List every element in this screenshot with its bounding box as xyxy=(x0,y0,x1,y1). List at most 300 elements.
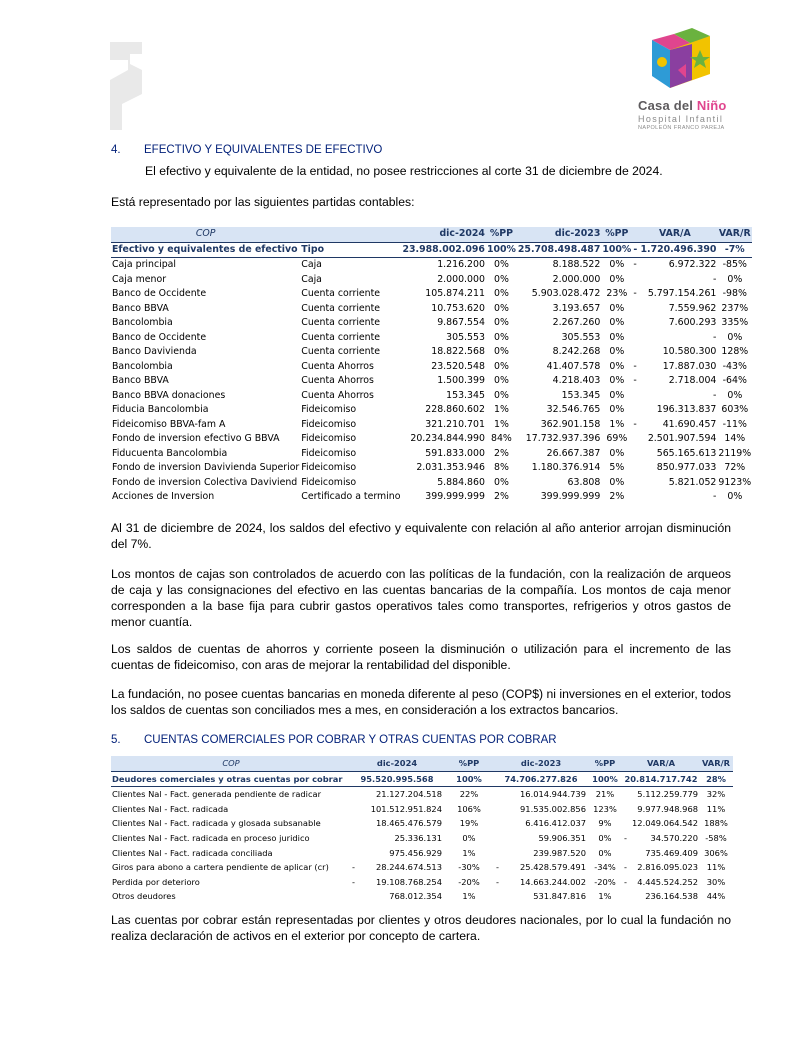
cell-pp-2024: 0% xyxy=(493,317,509,328)
cell-value: 236.164.538 xyxy=(645,891,698,902)
cell-value: 850.977.033 xyxy=(656,462,717,473)
negative-sign: - xyxy=(496,862,499,873)
header-var-r: VAR/R xyxy=(717,227,752,242)
cell-concepto: Bancolombia xyxy=(112,317,173,328)
cell-pp-2024: 0% xyxy=(493,331,509,343)
table-row xyxy=(111,889,733,904)
cell-dic-2024: 20.234.844.990 xyxy=(410,433,485,444)
cell-concepto: Clientes Nal - Fact. radicada y glosada subsanable xyxy=(112,818,321,829)
cell-dic-2023: 32.546.765 xyxy=(546,404,601,415)
cell-concepto: Fondo de inversion Davivienda Superior xyxy=(112,462,300,473)
cell-value: 2.816.095.023 xyxy=(637,862,698,873)
cell-var-r: 30% xyxy=(706,876,726,887)
cell-pp-2023: 69% xyxy=(606,433,628,444)
negative-sign: - xyxy=(624,832,627,843)
cell-pp-2024: 0% xyxy=(493,346,509,357)
table-header-row xyxy=(111,756,733,771)
cell-dic-2023 xyxy=(495,860,587,875)
cell-var-r: -64% xyxy=(722,375,747,386)
cell-pp-2024: 22% xyxy=(459,789,479,800)
total-var-a: - 1.720.496.390 xyxy=(632,242,717,258)
cell-pp-2024: 0% xyxy=(493,273,509,285)
negative-sign: - xyxy=(496,876,499,887)
cell-var-r: 11% xyxy=(706,862,726,873)
cell-tipo: Cuenta corriente xyxy=(301,302,381,314)
cell-value: 4.445.524.252 xyxy=(637,876,698,887)
cell-value: 10.580.300 xyxy=(662,346,717,357)
cell-dic-2023: 3.193.657 xyxy=(552,302,601,314)
cell-value: 28.244.674.513 xyxy=(376,862,442,873)
cell-tipo: Fideicomiso xyxy=(301,447,357,459)
cell-var-a xyxy=(632,302,717,317)
total-pp-2024: 100% xyxy=(443,771,495,787)
cell-pp-2024: 19% xyxy=(459,818,479,829)
cell-value: 6.972.322 xyxy=(668,259,717,270)
cell-var-r: 188% xyxy=(704,818,728,829)
cell-dic-2024 xyxy=(351,831,443,846)
cell-dic-2024: 591.833.000 xyxy=(425,447,485,459)
cell-tipo: Cuenta corriente xyxy=(301,346,381,357)
negative-sign: - xyxy=(633,360,637,372)
cell-value: 2.718.004 xyxy=(668,375,717,386)
cell-value: 565.165.613 xyxy=(656,447,717,459)
section-4-heading xyxy=(111,144,382,156)
cell-tipo: Fideicomiso xyxy=(301,462,357,473)
cell-concepto: Banco de Occidente xyxy=(112,331,207,343)
cell-concepto: Clientes Nal - Fact. radicada xyxy=(112,803,229,814)
cell-tipo: Fideicomiso xyxy=(301,476,357,488)
cell-pp-2024: 0% xyxy=(493,360,509,372)
section-4-intro: El efectivo y equivalente de la entidad, no posee restricciones al corte 31 de diciembre de 2024. xyxy=(145,164,663,178)
section-4-paragraph-3: Los saldos de cuentas de ahorros y corriente poseen la disminución o utilización para el incremento de las cuentas de fideicomiso, con aras de mejorar la rentabilidad del disponible. xyxy=(111,642,731,672)
cell-var-r: 44% xyxy=(706,891,726,902)
negative-sign: - xyxy=(633,288,637,299)
table-row xyxy=(111,316,752,331)
table-row xyxy=(111,432,752,447)
cell-var-r: 0% xyxy=(727,389,743,401)
cell-dic-2023: 399.999.999 xyxy=(540,491,601,502)
cell-pp-2024: -30% xyxy=(458,862,480,873)
receivables-table xyxy=(111,756,733,904)
logo-name-part1: Casa del xyxy=(638,98,697,113)
cell-concepto: Clientes Nal - Fact. generada pendiente de radicar xyxy=(112,789,322,800)
cell-value: 14.663.244.002 xyxy=(520,876,586,887)
cell-dic-2024: 321.210.701 xyxy=(425,418,485,430)
cell-concepto: Banco BBVA xyxy=(112,302,169,314)
cell-pp-2023: 5% xyxy=(609,462,625,473)
cell-value: 5.112.259.779 xyxy=(637,789,698,800)
table-row xyxy=(111,302,752,317)
cell-dic-2024 xyxy=(351,875,443,890)
cell-pp-2023: 0% xyxy=(609,476,625,488)
cell-value: 975.456.929 xyxy=(389,847,442,858)
cell-var-a xyxy=(632,331,717,346)
cell-value: 735.469.409 xyxy=(645,847,698,858)
table-row xyxy=(111,389,752,404)
table-row xyxy=(111,816,733,831)
cell-dic-2023: 362.901.158 xyxy=(540,418,601,430)
cell-pp-2023: 0% xyxy=(598,847,612,858)
table-total-row xyxy=(111,771,733,787)
cell-value: - xyxy=(713,273,717,285)
cell-value: 41.690.457 xyxy=(662,418,717,430)
total-var-a: 20.814.717.742 xyxy=(623,771,699,787)
total-2024: 95.520.995.568 xyxy=(351,771,443,787)
section-4-paragraph-2: Los montos de cajas son controlados de acuerdo con las políticas de la fundación, con la realización de arqueos de caja y las consignaciones del efectivo en las cuentas bancarias de la compañía. Los montos de caja menor corresponden a la base fija para cubrir gastos operativos tales como transportes, refrigerios y otros gastos de menor cuantía. xyxy=(111,567,731,629)
cell-concepto: Bancolombia xyxy=(112,360,173,372)
cell-tipo: Cuenta corriente xyxy=(301,317,381,328)
cell-pp-2023: 9% xyxy=(598,818,612,829)
cell-value: 25.428.579.491 xyxy=(520,862,586,873)
cell-value: 768.012.354 xyxy=(389,891,442,902)
table-row xyxy=(111,787,733,802)
cell-pp-2023: 23% xyxy=(606,288,628,299)
negative-sign: - xyxy=(352,876,355,887)
cell-pp-2024: 1% xyxy=(493,404,509,415)
cell-pp-2023: 0% xyxy=(609,302,625,314)
cell-value: 101.512.951.824 xyxy=(370,803,442,814)
cell-concepto: Fiducuenta Bancolombia xyxy=(112,447,228,459)
cell-concepto: Banco BBVA xyxy=(112,375,169,386)
cell-var-a xyxy=(632,374,717,389)
cell-var-r: 335% xyxy=(721,317,749,328)
cell-value: 91.535.002.856 xyxy=(520,803,586,814)
cell-var-r: 237% xyxy=(721,302,749,314)
cell-value: 19.108.768.254 xyxy=(376,876,442,887)
cell-value: 59.906.351 xyxy=(538,832,586,843)
cell-var-a xyxy=(632,345,717,360)
cell-tipo: Cuenta Ahorros xyxy=(301,360,374,372)
header-cop: COP xyxy=(111,227,300,242)
cell-dic-2023: 41.407.578 xyxy=(546,360,601,372)
cell-pp-2023: 0% xyxy=(609,404,625,415)
cell-var-a xyxy=(632,403,717,418)
table-row xyxy=(111,447,752,462)
cell-concepto: Clientes Nal - Fact. radicada en proceso juridico xyxy=(112,832,310,843)
cell-pp-2024: -20% xyxy=(458,876,480,887)
cell-var-r: -43% xyxy=(722,360,747,372)
cell-value: 34.570.220 xyxy=(650,832,698,843)
cell-var-a xyxy=(632,418,717,433)
cell-var-r: -85% xyxy=(722,259,747,270)
negative-sign: - xyxy=(624,876,627,887)
cell-pp-2023: 1% xyxy=(598,891,612,902)
cell-value: 21.127.204.518 xyxy=(376,789,442,800)
cell-var-a xyxy=(632,389,717,404)
cell-pp-2023: 0% xyxy=(609,346,625,357)
cell-pp-2023: 21% xyxy=(595,789,615,800)
cell-value: 2.501.907.594 xyxy=(647,433,717,444)
header-var-a: VAR/A xyxy=(632,227,717,242)
section-4-paragraph-4: La fundación, no posee cuentas bancarias en moneda diferente al peso (COP$) ni inversiones en el exterior, todos los saldos de cuentas son conciliados mes a mes, en consideración a los extractos bancarios. xyxy=(111,687,731,717)
cell-var-a xyxy=(632,490,717,505)
section-5-title: CUENTAS COMERCIALES POR COBRAR Y OTRAS CUENTAS POR COBRAR xyxy=(144,734,557,746)
header-pp-2024: %PP xyxy=(486,227,517,242)
header-cop: COP xyxy=(111,756,351,771)
table-row xyxy=(111,860,733,875)
cell-value: 9.977.948.968 xyxy=(637,803,698,814)
cell-pp-2023: -34% xyxy=(594,862,616,873)
header-dic-2023: dic-2023 xyxy=(495,756,587,771)
cell-var-r: -58% xyxy=(705,832,727,843)
table-row xyxy=(111,802,733,817)
negative-sign: - xyxy=(633,259,637,270)
cell-var-r: 32% xyxy=(706,789,726,800)
cell-tipo: Cuenta Ahorros xyxy=(301,389,374,401)
cell-concepto: Banco de Occidente xyxy=(112,288,207,299)
cell-var-a xyxy=(623,860,699,875)
cell-concepto: Banco BBVA donaciones xyxy=(112,389,226,401)
cell-pp-2023: 0% xyxy=(598,832,612,843)
cell-var-r: -98% xyxy=(722,288,747,299)
total-pp-2024: 100% xyxy=(486,242,517,258)
table-row xyxy=(111,345,752,360)
cell-concepto: Fondo de inversion Colectiva Daviviend xyxy=(112,476,298,488)
cell-var-a xyxy=(623,831,699,846)
cell-pp-2023: 0% xyxy=(609,360,625,372)
table-row xyxy=(111,273,752,288)
cell-pp-2024: 2% xyxy=(493,447,509,459)
cell-var-r: 0% xyxy=(727,491,743,502)
cell-concepto: Caja principal xyxy=(112,259,177,270)
total-tipo: Tipo xyxy=(300,242,401,258)
cell-pp-2023: 0% xyxy=(609,375,625,386)
cell-var-r: 11% xyxy=(706,803,726,814)
cell-tipo: Caja xyxy=(301,259,322,270)
section-4-number: 4. xyxy=(111,144,121,156)
section-5-paragraph-1: Las cuentas por cobrar están representadas por clientes y otros deudores nacionales, por lo cual la fundación no realiza declaración de activos en el exterior por concepto de cartera. xyxy=(111,913,731,943)
header-var-r: VAR/R xyxy=(699,756,733,771)
cell-pp-2023: 1% xyxy=(609,418,625,430)
cell-value: - xyxy=(713,331,717,343)
cell-var-a xyxy=(632,476,717,491)
cell-pp-2024: 0% xyxy=(493,259,509,270)
cell-pp-2024: 0% xyxy=(493,288,509,299)
cell-dic-2024 xyxy=(351,802,443,817)
cell-var-a xyxy=(623,802,699,817)
cell-var-r: 128% xyxy=(721,346,749,357)
cell-pp-2024: 8% xyxy=(493,462,509,473)
logo-cube-icon xyxy=(634,28,732,98)
watermark-logo xyxy=(108,40,144,132)
cell-value: 196.313.837 xyxy=(656,404,717,415)
cell-value: - xyxy=(713,389,717,401)
cell-pp-2023: 2% xyxy=(609,491,625,502)
cell-var-a xyxy=(632,447,717,462)
cell-pp-2024: 0% xyxy=(493,389,509,401)
total-concepto: Efectivo y equivalentes de efectivo xyxy=(111,242,300,258)
cell-var-a xyxy=(632,258,717,273)
cell-pp-2023: 0% xyxy=(609,389,625,401)
total-var-r: -7% xyxy=(717,242,752,258)
cell-dic-2023 xyxy=(495,802,587,817)
cell-var-a xyxy=(623,816,699,831)
table-row xyxy=(111,476,752,491)
cell-value: 7.600.293 xyxy=(668,317,717,328)
total-pp-2023: 100% xyxy=(587,771,623,787)
section-5-heading xyxy=(111,734,557,746)
cell-pp-2024: 2% xyxy=(493,491,509,502)
table-row xyxy=(111,461,752,476)
cell-pp-2023: 0% xyxy=(609,259,625,270)
header-pp-2023: %PP xyxy=(587,756,623,771)
cell-dic-2024: 18.822.568 xyxy=(431,346,485,357)
cell-dic-2023 xyxy=(495,816,587,831)
cell-concepto: Banco Davivienda xyxy=(112,346,197,357)
logo-name-part2: Niño xyxy=(696,98,727,113)
cell-var-a xyxy=(632,360,717,375)
cell-dic-2024: 153.345 xyxy=(446,389,485,401)
cell-tipo: Fideicomiso xyxy=(301,418,357,430)
section-4-title: EFECTIVO Y EQUIVALENTES DE EFECTIVO xyxy=(144,144,383,156)
cell-value: 531.847.816 xyxy=(533,891,586,902)
cell-dic-2023 xyxy=(495,875,587,890)
cell-dic-2024: 305.553 xyxy=(446,331,485,343)
table-row xyxy=(111,360,752,375)
cell-pp-2024: 0% xyxy=(493,375,509,386)
cell-var-r: 0% xyxy=(727,273,743,285)
cell-var-r: 306% xyxy=(704,847,728,858)
cell-pp-2024: 1% xyxy=(493,418,509,430)
cell-value: 16.014.944.739 xyxy=(520,789,586,800)
cell-value: 5.821.052 xyxy=(668,476,717,488)
header-pp-2024: %PP xyxy=(443,756,495,771)
cell-dic-2023 xyxy=(495,889,587,904)
logo-subtitle: Hospital Infantil xyxy=(638,114,724,124)
table-row xyxy=(111,403,752,418)
cell-dic-2023 xyxy=(495,831,587,846)
negative-sign: - xyxy=(633,375,637,386)
cell-var-r: 14% xyxy=(724,433,746,444)
cell-concepto: Perdida por deterioro xyxy=(112,876,200,887)
cell-tipo: Fideicomiso xyxy=(301,404,357,415)
table-row xyxy=(111,331,752,346)
cell-value: 6.416.412.037 xyxy=(525,818,586,829)
cell-pp-2024: 0% xyxy=(493,476,509,488)
section-4-paragraph-1: Al 31 de diciembre de 2024, los saldos del efectivo y equivalente con relación al año anterior arrojan disminución del 7%. xyxy=(111,521,731,551)
header-var-a: VAR/A xyxy=(623,756,699,771)
cell-var-a xyxy=(632,287,717,302)
cell-dic-2024 xyxy=(351,846,443,861)
cell-tipo: Caja xyxy=(301,273,322,285)
table-row xyxy=(111,875,733,890)
cell-concepto: Fideicomiso BBVA-fam A xyxy=(112,418,226,430)
negative-sign: - xyxy=(624,862,627,873)
cell-pp-2023: -20% xyxy=(594,876,616,887)
total-2023: 25.708.498.487 xyxy=(517,242,601,258)
cell-dic-2023: 4.218.403 xyxy=(552,375,601,386)
cell-dic-2024: 2.000.000 xyxy=(437,273,485,285)
total-pp-2023: 100% xyxy=(601,242,632,258)
cell-dic-2024 xyxy=(351,860,443,875)
cell-var-r: 72% xyxy=(724,462,746,473)
cell-dic-2023: 5.903.028.472 xyxy=(531,288,601,299)
cell-dic-2024: 5.884.860 xyxy=(437,476,485,488)
cell-var-a xyxy=(623,787,699,802)
cell-value: - xyxy=(713,491,717,502)
negative-sign: - xyxy=(352,862,355,873)
cell-tipo: Cuenta corriente xyxy=(301,331,381,343)
cell-dic-2023 xyxy=(495,846,587,861)
cell-tipo: Fideicomiso xyxy=(301,433,357,444)
table-row xyxy=(111,831,733,846)
cell-dic-2023: 153.345 xyxy=(561,389,601,401)
table-row xyxy=(111,258,752,273)
cell-dic-2024: 228.860.602 xyxy=(425,404,485,415)
cell-value: 7.559.962 xyxy=(668,302,717,314)
header-dic-2024: dic-2024 xyxy=(401,227,485,242)
cell-concepto: Fondo de inversion efectivo G BBVA xyxy=(112,433,280,444)
cell-dic-2023: 2.000.000 xyxy=(552,273,601,285)
table-header-row xyxy=(111,227,752,242)
total-2023: 74.706.277.826 xyxy=(495,771,587,787)
cell-pp-2024: 106% xyxy=(457,803,481,814)
cell-var-r: 603% xyxy=(721,404,749,415)
cell-dic-2024: 2.031.353.946 xyxy=(416,462,485,473)
total-2024: 23.988.002.096 xyxy=(401,242,485,258)
cell-value: 12.049.064.542 xyxy=(632,818,698,829)
header-dic-2024: dic-2024 xyxy=(351,756,443,771)
cell-pp-2023: 0% xyxy=(609,447,625,459)
cell-var-r: -11% xyxy=(722,418,747,430)
cell-concepto: Fiducia Bancolombia xyxy=(112,404,209,415)
cell-dic-2023: 2.267.260 xyxy=(552,317,601,328)
cell-var-a xyxy=(632,316,717,331)
cell-var-r: 9123% xyxy=(718,476,752,488)
cell-concepto: Otros deudores xyxy=(112,891,176,902)
table-total-row xyxy=(111,242,752,258)
cell-value: 239.987.520 xyxy=(533,847,586,858)
cash-equivalents-table xyxy=(111,227,752,505)
cell-dic-2023 xyxy=(495,787,587,802)
header-dic-2023: dic-2023 xyxy=(517,227,601,242)
cell-dic-2023: 63.808 xyxy=(567,476,601,488)
cell-dic-2024: 105.874.211 xyxy=(425,288,485,299)
cell-dic-2023: 305.553 xyxy=(561,331,601,343)
header-blank xyxy=(300,227,401,242)
cell-var-a xyxy=(632,432,717,447)
cell-var-a xyxy=(632,273,717,288)
cell-pp-2024: 0% xyxy=(493,302,509,314)
cell-value: 18.465.476.579 xyxy=(376,818,442,829)
header-pp-2023: %PP xyxy=(601,227,632,242)
cell-var-a xyxy=(632,461,717,476)
cell-dic-2024 xyxy=(351,787,443,802)
cell-dic-2024: 1.500.399 xyxy=(437,375,485,386)
logo-name xyxy=(638,98,727,113)
logo-subtitle-2: NAPOLEÓN FRANCO PAREJA xyxy=(638,125,725,131)
hospital-logo xyxy=(634,28,732,132)
cell-dic-2023: 26.667.387 xyxy=(546,447,601,459)
cell-concepto: Clientes Nal - Fact. radicada conciliada xyxy=(112,847,273,858)
section-4-lead: Está representado por las siguientes partidas contables: xyxy=(111,195,415,209)
cell-pp-2023: 0% xyxy=(609,317,625,328)
cell-pp-2024: 0% xyxy=(462,832,476,843)
cell-dic-2024: 10.753.620 xyxy=(431,302,485,314)
total-var-r: 28% xyxy=(699,771,733,787)
cell-tipo: Cuenta Ahorros xyxy=(301,375,374,386)
cell-var-r: 0% xyxy=(727,331,743,343)
cell-pp-2024: 1% xyxy=(462,847,476,858)
cell-dic-2024: 1.216.200 xyxy=(437,259,485,270)
cell-dic-2023: 1.180.376.914 xyxy=(531,462,601,473)
cell-pp-2023: 0% xyxy=(609,273,625,285)
section-5-number: 5. xyxy=(111,734,121,746)
cell-pp-2023: 123% xyxy=(593,803,617,814)
cell-concepto: Caja menor xyxy=(112,273,167,285)
negative-sign: - xyxy=(633,418,637,430)
table-row xyxy=(111,846,733,861)
